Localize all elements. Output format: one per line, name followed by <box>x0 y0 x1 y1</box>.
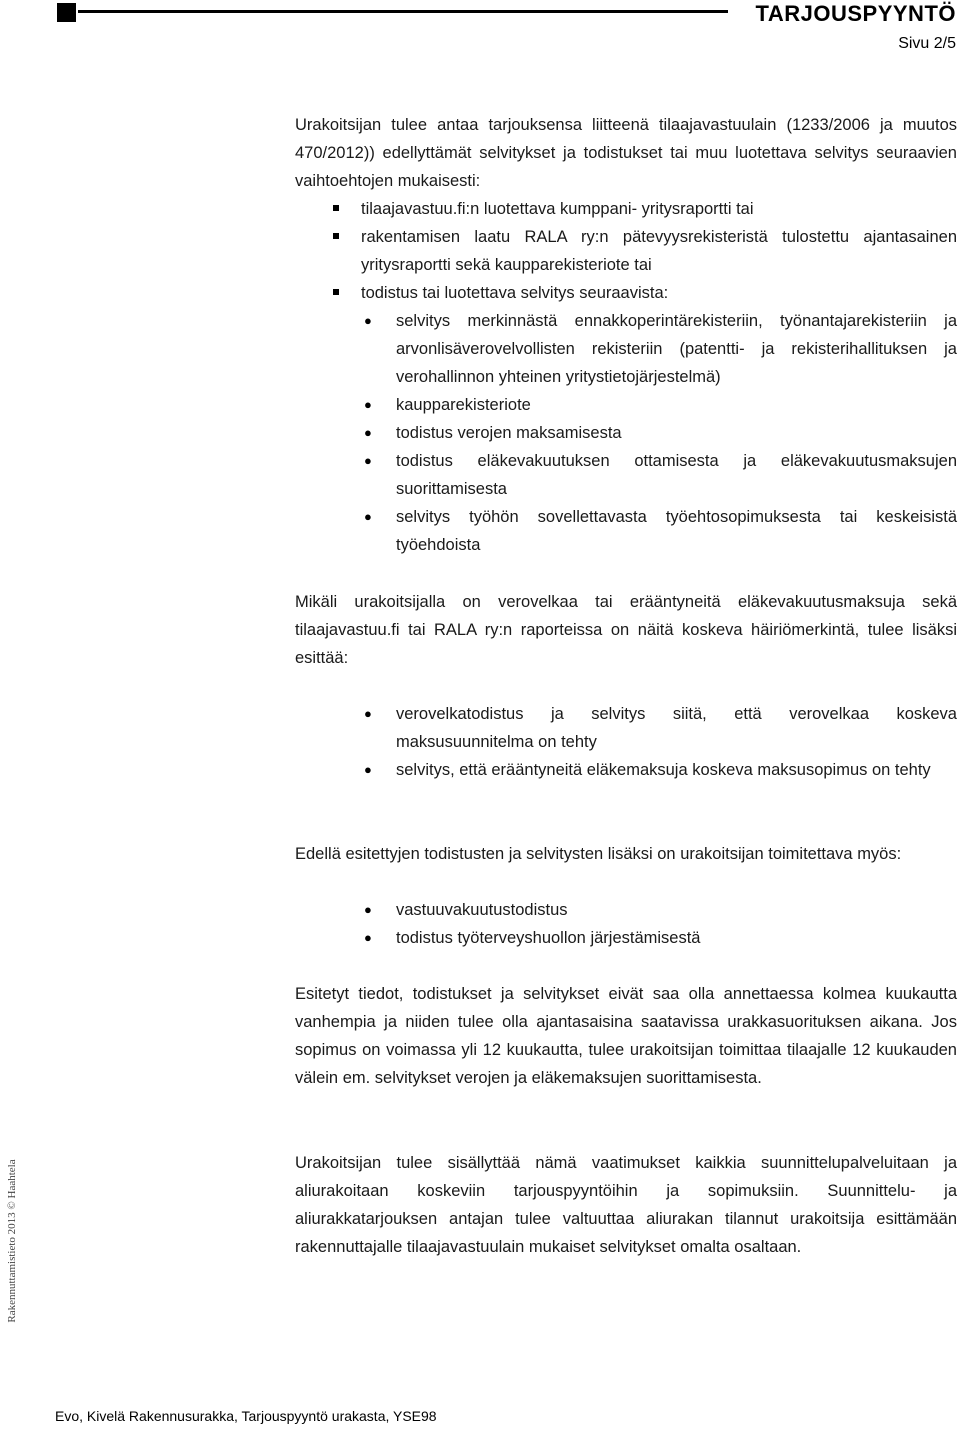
square-bullet-icon <box>333 205 339 211</box>
debt-section <box>295 588 957 672</box>
list-item: ● kaupparekisteriote <box>364 396 531 414</box>
list-item: ● selvitys työhön sovellettavasta työehtosopimuksesta tai keskeisistä työehdoista <box>364 508 957 554</box>
also-paragraph: Edellä esitettyjen todistusten ja selvitysten lisäksi on urakoitsijan toimitettava myös: <box>295 845 902 863</box>
page-footer: Evo, Kivelä Rakennusurakka, Tarjouspyyntö urakasta, YSE98 <box>55 1408 437 1424</box>
list-item: ● selvitys merkinnästä ennakkoperintärekisteriin, työnantajarekisteriin ja arvonlisäverovelvollisten rekisteriin (patentti- ja rekisterihallituksen ja verohallinnon yhteinen yritystietojärjestelmä) <box>364 312 957 386</box>
header-rule <box>78 10 728 13</box>
options-list <box>295 195 957 307</box>
debt-paragraph: Mikäli urakoitsijalla on verovelkaa tai erääntyneitä eläkevakuutusmaksuja sekä tilaajavastuu.fi tai RALA ry:n raporteissa on näitä koskeva häiriömerkintä, tulee lisäksi esittää: <box>295 593 957 667</box>
subcontract-section <box>295 1149 957 1261</box>
bullet-icon: ● <box>364 706 372 721</box>
list-item: ● todistus eläkevakuutuksen ottamisesta ja eläkevakuutusmaksujen suorittamisesta <box>364 452 957 498</box>
validity-section <box>295 980 957 1092</box>
also-section <box>295 840 957 868</box>
list-item: rakentamisen laatu RALA ry:n pätevyysrekisteristä tulostettu ajantasainen yritysraportti sekä kaupparekisteriote tai <box>295 223 957 279</box>
bullet-icon: ● <box>364 930 372 945</box>
also-items-list <box>0 896 957 952</box>
list-item: ● todistus verojen maksamisesta <box>364 424 622 442</box>
debt-items-section <box>295 700 957 784</box>
list-item: ● verovelkatodistus ja selvitys siitä, että verovelkaa koskeva maksusuunnitelma on tehty <box>364 705 957 751</box>
page-number: Sivu 2/5 <box>898 35 956 52</box>
also-items-section <box>295 896 957 952</box>
bullet-icon: ● <box>364 902 372 917</box>
square-bullet-icon <box>333 233 339 239</box>
header-black-square <box>57 3 76 22</box>
bullet-icon: ● <box>364 453 372 468</box>
list-item: ● selvitys, että erääntyneitä eläkemaksuja koskeva maksusopimus on tehty <box>364 761 931 779</box>
list-item: ● vastuuvakuutustodistus <box>364 901 568 919</box>
bullet-icon: ● <box>364 425 372 440</box>
list-item: todistus tai luotettava selvitys seuraavista: <box>295 279 957 307</box>
intro-paragraph: Urakoitsijan tulee antaa tarjouksensa liitteenä tilaajavastuulain (1233/2006 ja muutos 470/2012)) edellyttämät selvitykset ja todistukset tai muu luotettava selvitys seuraavien vaihtoehtojen mukaisesti: <box>295 116 957 190</box>
sub-items-list <box>295 307 957 559</box>
validity-paragraph: Esitetyt tiedot, todistukset ja selvitykset eivät saa olla annettaessa kolmea kuukautta vanhempia ja niiden tulee olla ajantasaisina saatavissa urakkasuorituksen aikana. Jos sopimus on voimassa yli 12 kuukautta, tulee urakoitsijan toimittaa tilaajalle 12 kuukauden välein em. selvitykset verojen ja eläkemaksujen suorittamisesta. <box>295 985 957 1087</box>
bullet-icon: ● <box>364 509 372 524</box>
subcontract-paragraph: Urakoitsijan tulee sisällyttää nämä vaatimukset kaikkia suunnittelupalveluitaan ja aliurakoitaan koskeviin tarjouspyyntöihin ja sopimuksiin. Suunnittelu- ja aliurakkatarjouksen antajan tulee valtuuttaa aliurakan tilannut urakoitsija esittämään rakennuttajalle tilaajavastuulain mukaiset selvitykset omalta osaltaan. <box>295 1154 957 1256</box>
debt-items-list <box>0 700 957 784</box>
bullet-icon: ● <box>364 762 372 777</box>
bullet-icon: ● <box>364 397 372 412</box>
bullet-icon: ● <box>364 313 372 328</box>
document-title: TARJOUSPYYNTÖ <box>755 1 956 26</box>
list-item: tilaajavastuu.fi:n luotettava kumppani- yritysraportti tai <box>295 195 957 223</box>
main-content <box>295 111 957 559</box>
copyright-side-note: Rakennuttamistieto 2013 © Haahtela <box>6 1159 18 1323</box>
list-item: ● todistus työterveyshuollon järjestämisestä <box>364 929 701 947</box>
square-bullet-icon <box>333 289 339 295</box>
